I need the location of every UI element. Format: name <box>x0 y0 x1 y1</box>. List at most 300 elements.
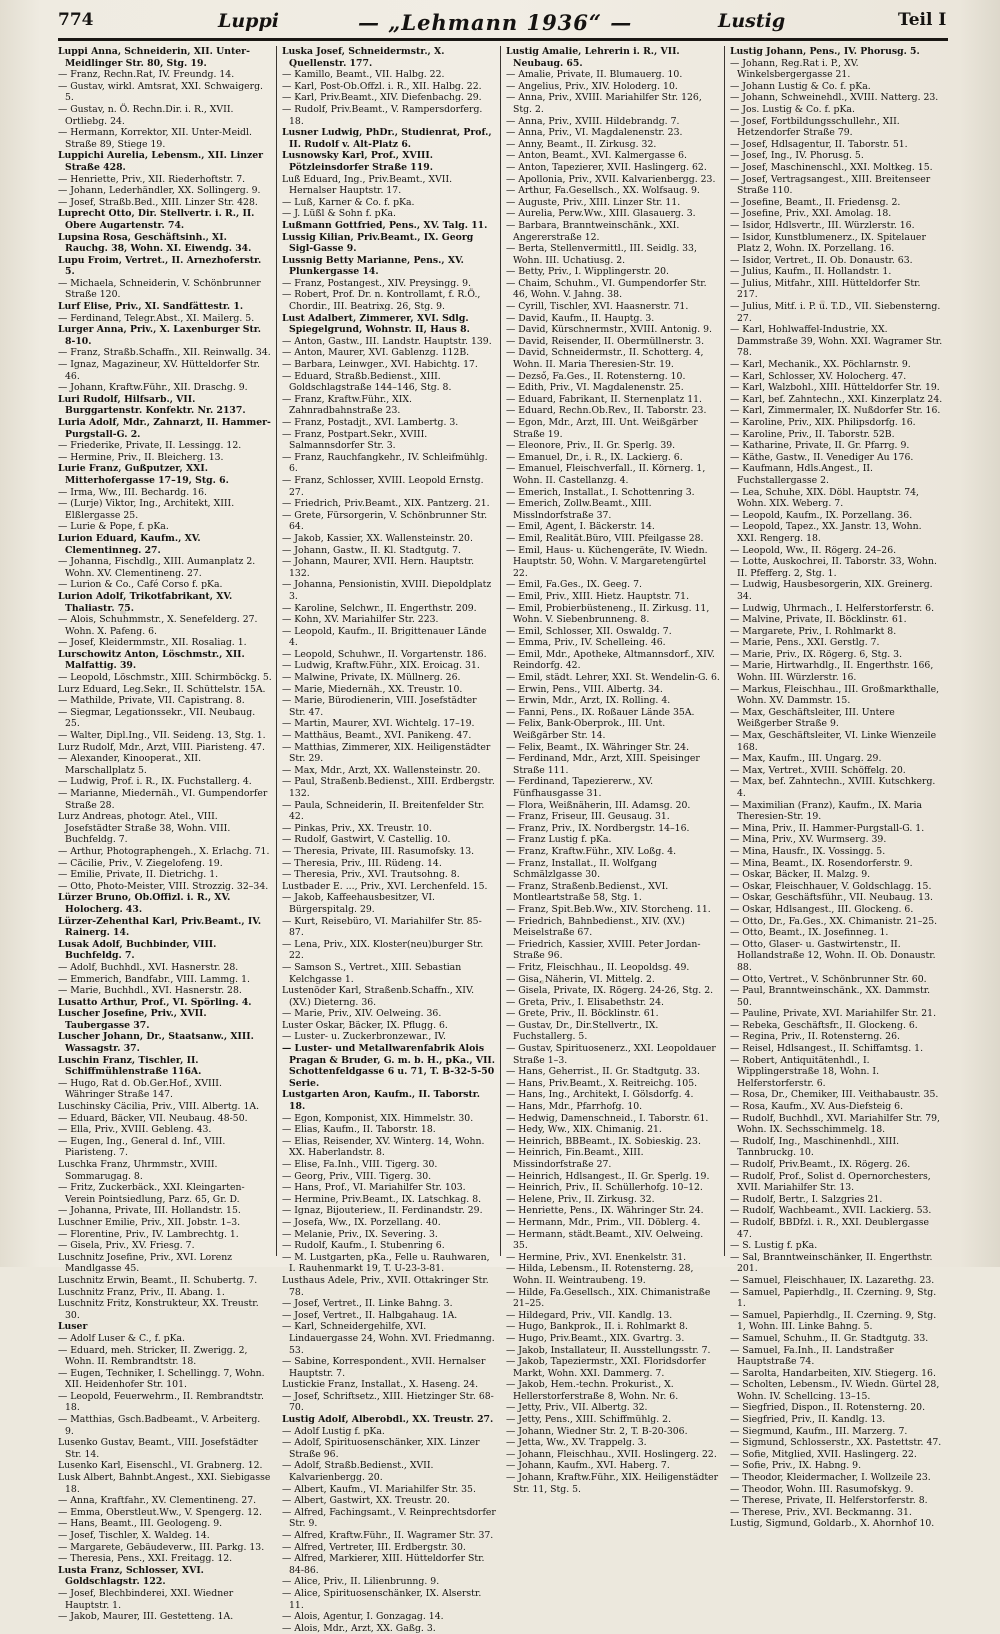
directory-entry: Luster Oskar, Bäcker, IX. Pflugg. 6. <box>282 1019 448 1031</box>
directory-surname-entry: Lurschowitz Anton, Löschmstr., XII. Malfattig. 39. <box>58 648 245 672</box>
column-4 <box>730 46 944 1530</box>
directory-entry: Luschner Emilie, Priv., XII. Jobstr. 1–3. <box>58 1216 241 1228</box>
directory-entry: — Pinkas, Priv., XX. Treustr. 10. <box>282 822 432 834</box>
directory-entry: — Max, Vertret., XVIII. Schöffelg. 20. <box>730 764 906 776</box>
directory-entry: — Samuel, Fleischhauer, IX. Lazarethg. 23. <box>730 1274 935 1286</box>
directory-entry: — Ignaz, Magazineur, XV. Hütteldorfer Str. 46. <box>58 359 260 382</box>
directory-surname-entry: Lustig Adolf, Alberobdl., XX. Treustr. 27. <box>282 1414 494 1426</box>
directory-entry: — Jakob, Hem.-techn. Prokurist., X. Hellerstorferstraße 8, Wohn. Nr. 6. <box>506 1379 679 1402</box>
directory-entry: — Robert, Antiquitätenhdl., I. Wipplingerstraße 18, Wohn. I. Helferstorferstr. 6. <box>730 1054 880 1089</box>
directory-surname-entry: Lürzer Bruno, Ob.Offizl. i. R., XV. Holocherg. 43. <box>58 892 231 915</box>
directory-entry: — Samuel, Papierhdlg., II. Czerning. 9, Stg. 1, Wohn. III. Linke Bahng. 5. <box>730 1309 937 1333</box>
directory-surname-entry: Lustig Amalie, Lehrerin i. R., VII. Neubaug. 65. <box>506 46 680 69</box>
directory-entry: — Rudolf, Priv.Beamt., IX. Rögerg. 26. <box>730 1159 911 1170</box>
directory-entry: — Johann, Lederhändler, XX. Sollingerg. 9. <box>58 185 261 197</box>
directory-entry: — Marianne, Miedernäh., VI. Gumpendorfer Straße 28. <box>58 788 268 811</box>
directory-surname-entry: Lussig Kilian, Priv.Beamt., IX. Georg Sigl-Gasse 9. <box>282 231 474 255</box>
directory-entry: — Paula, Schneiderin, II. Breitenfelder Str. 42. <box>282 799 485 823</box>
directory-entry: — Therese, Private, II. Helferstorferstr. 8. <box>730 1495 928 1507</box>
directory-entry: — Elias, Kaufm., II. Taborstr. 18. <box>282 1124 436 1136</box>
directory-entry: — Therese, Priv., XVI. Beckmanng. 31. <box>730 1506 912 1518</box>
directory-entry: — Alois, Agentur, I. Gonzagag. 14. <box>282 1611 444 1623</box>
directory-entry: — Anna, Kraftfahr., XV. Clementineng. 27. <box>58 1495 257 1507</box>
directory-entry: — Franz, Postadjt., XVI. Lambertg. 3. <box>282 417 459 428</box>
directory-entry: — Malwine, Private, IX. Müllnerg. 26. <box>282 672 461 684</box>
directory-surname-entry: Lusner Ludwig, PhDr., Studienrat, Prof., II. Rudolf v. Alt-Platz 6. <box>282 127 492 150</box>
directory-entry: — Franz, Postangest., XIV. Preysingg. 9. <box>282 277 471 289</box>
directory-entry: — Franz, Straßb.Schaffn., XII. Reinwallg. 34. <box>58 347 271 359</box>
directory-entry: — Theresia, Priv., III. Rüdeng. 14. <box>282 857 442 869</box>
directory-entry: — Johann, Fleischhau., XVII. Hoslingerg. 22. <box>506 1448 717 1460</box>
directory-entry: — Ferdinand, Tapeziererw., XV. Fünfhausgasse 31. <box>506 776 654 799</box>
directory-entry: Lurz Rudolf, Mdr., Arzt, VIII. Piaristeng. 47. <box>58 741 265 753</box>
directory-entry: — Hilde, Fa.Gesellsch., XIX. Chimanistraße 21–25. <box>506 1286 711 1310</box>
directory-entry: — Elise, Fa.Inh., VIII. Tigerg. 30. <box>282 1159 438 1170</box>
directory-entry: — Anton, Gastw., III. Landstr. Hauptstr. 139. <box>282 335 492 347</box>
paper-stain <box>820 300 825 304</box>
directory-entry: — Marie, Buchhdl., XVI. Hasnerstr. 28. <box>58 985 242 997</box>
directory-entry: — Käthe, Gastw., II. Venediger Au 176. <box>730 451 914 463</box>
directory-entry: — Alfred, Vertreter, III. Erdbergstr. 30. <box>282 1541 466 1553</box>
directory-entry: — Hermine, Priv.Beamt., IX. Latschkag. 8. <box>282 1193 482 1205</box>
directory-entry: — Gustav, wirkl. Amtsrat, XXI. Schwaigerg. 5. <box>58 80 263 104</box>
directory-entry: — Erwin, Pens., VIII. Albertg. 34. <box>506 683 663 695</box>
directory-entry: — Karl, Post-Ob.Offzl. i. R., XII. Halbg. 22. <box>282 80 482 92</box>
directory-entry: — Katharine, Private, II. Gr. Pfarrg. 9. <box>730 440 910 452</box>
column-3 <box>506 46 720 1495</box>
directory-entry: — Apollonia, Priv., XVII. Kalvarienbergg. 23. <box>506 173 716 185</box>
directory-entry: — Paul, Branntweinschänk., XX. Dammstr. 50. <box>730 985 931 1008</box>
directory-entry: — Hedy, Ww., XIX. Chimanig. 21. <box>506 1124 662 1136</box>
directory-entry: — Johann, Kraftw.Führ., XII. Draschg. 9. <box>58 382 248 394</box>
directory-entry: — Rebeka, Geschäftsfr., II. Glockeng. 6. <box>730 1019 918 1031</box>
directory-entry: — Josef, Straßb.Bed., XIII. Linzer Str. 428. <box>58 196 258 208</box>
directory-entry: — Josefine, Beamt., II. Friedensg. 2. <box>730 196 901 208</box>
header-right-catchword: Lustig <box>718 10 786 32</box>
directory-entry: — Sofie, Mitglied, XVII. Haslingerg. 22. <box>730 1448 917 1460</box>
directory-entry: — Josef, Fortbildungsschullehr., XII. Hetzendorfer Straße 79. <box>730 115 900 139</box>
directory-entry: — Sabine, Korrespondent., XVII. Hernalser Hauptstr. 7. <box>282 1356 486 1379</box>
directory-entry: — Emil, Probierbüsteneng., II. Zirkusg. 11, Wohn. V. Siebenbrunneng. 8. <box>506 602 710 626</box>
directory-entry: — Eleonore, Priv., II. Gr. Sperlg. 39. <box>506 440 676 452</box>
directory-entry: — Emanuel, Dr., i. R., IX. Lackierg. 6. <box>506 451 683 463</box>
header-left-catchword: Luppi <box>218 10 279 32</box>
directory-entry: — Samson S., Vertret., XIII. Sebastian Kelchgasse 1. <box>282 961 462 985</box>
directory-entry: Lurz Eduard, Leg.Sekr., II. Schüttelstr. 15A. <box>58 683 266 695</box>
directory-entry: — Theresia, Private, III. Rasumofsky. 13. <box>282 845 475 857</box>
directory-entry: — Henriette, Pens., IX. Währinger Str. 24. <box>506 1205 704 1217</box>
directory-entry: — Jakob, Maurer, III. Gestetteng. 1A. <box>58 1611 234 1623</box>
directory-entry: — Rudolf, Kaufm., I. Stubenring 6. <box>282 1240 445 1252</box>
directory-entry: — Samuel, Fa.Inh., II. Landstraßer Hauptstraße 74. <box>730 1344 894 1368</box>
directory-entry: — Marie, Hirtwarhdlg., II. Engerthstr. 166, Wohn. III. Würzlerstr. 16. <box>730 660 934 684</box>
directory-entry: — Franz, Priv., IX. Nordbergstr. 14–16. <box>506 822 690 834</box>
directory-entry: — Matthias, Gsch.Badbeamt., V. Arbeiterg. 9. <box>58 1414 261 1437</box>
directory-entry: Lusenko Karl, Eisenschl., VI. Grabnerg. 12. <box>58 1460 263 1472</box>
directory-entry: — Rudolf, Buchhdl., XVI. Mariahilfer Str. 79, Wohn. IX. Sechsschimmelg. 18. <box>730 1112 941 1136</box>
directory-entry: — Helene, Priv., II. Zirkusg. 32. <box>506 1193 655 1205</box>
directory-entry: — Gisa, Näherin, VI. Mittelg. 2. <box>506 973 655 985</box>
directory-entry: — Grete, Fürsorgerin, V. Schönbrunner Str. 64. <box>282 509 488 533</box>
directory-entry: Luß Eduard, Ing., Priv.Beamt., XVII. Hernalser Hauptstr. 17. <box>282 173 453 197</box>
directory-entry: — David, Reisender, II. Obermüllnerstr. 3. <box>506 335 705 347</box>
directory-entry: — Hans, Beamt., III. Geologeng. 9. <box>58 1518 223 1530</box>
directory-entry: — Karoline, Priv., XIX. Philipsdorfg. 16. <box>730 417 916 428</box>
directory-entry: — Karl, Mechanik., XX. Pöchlarnstr. 9. <box>730 359 911 371</box>
directory-entry: — Theodor, Kleidermacher, I. Wollzeile 23. <box>730 1472 931 1484</box>
directory-entry: — Siegmund, Kaufm., III. Marzerg. 7. <box>730 1425 908 1437</box>
directory-entry: — Julius, Kaufm., II. Hollandstr. 1. <box>730 266 892 278</box>
directory-entry: — Melanie, Priv., IX. Severing. 3. <box>282 1228 438 1240</box>
directory-entry: — Ludwig, Uhrmach., I. Helferstorferstr. 6. <box>730 602 935 614</box>
directory-entry: — Karl, Schneidergehilfe, XVI. Lindauergasse 24, Wohn. XVI. Friedmanng. 53. <box>282 1321 495 1356</box>
directory-entry: — Franz Lustig f. pKa. <box>506 834 612 846</box>
directory-entry: — Franz, Installat., II. Wolfgang Schmälzlgasse 30. <box>506 857 657 881</box>
directory-entry: — Ludwig, Kraftw.Führ., XIX. Eroicag. 31. <box>282 660 480 672</box>
directory-entry: — Fritz, Zuckerbäck., XXI. Kleingarten-Verein Pointsiedlung, Parz. 65, Gr. D. <box>58 1182 245 1205</box>
directory-entry: — Oskar, Bäcker, II. Malzg. 9. <box>730 869 871 881</box>
directory-entry: — Anna, Priv., XVIII. Hildebrandg. 7. <box>506 115 680 127</box>
directory-entry: — Scholten, Lebensm., IV. Wiedn. Gürtel 28, Wohn. IV. Schellcing. 13–15. <box>730 1379 940 1402</box>
directory-entry: — Josef, Schriftsetz., XIII. Hietzinger Str. 68-70. <box>282 1390 494 1414</box>
directory-surname-entry: Lupsina Rosa, Geschäftsinh., XI. Rauchg. 38, Wohn. XI. Eiwendg. 34. <box>58 231 252 255</box>
column-divider <box>500 46 501 1256</box>
directory-entry: — Franz, Kraftw.Führ., XIX. Zahnradbahnstraße 23. <box>282 393 412 417</box>
directory-entry: — Angelius, Priv., XIV. Holoderg. 10. <box>506 80 678 92</box>
directory-entry: — Alice, Priv., II. Lilienbrunng. 9. <box>282 1576 440 1588</box>
directory-entry: — Mathilde, Private, VII. Capistrang. 8. <box>58 695 245 707</box>
directory-surname-entry: Luser <box>58 1321 88 1333</box>
page-number: 774 <box>58 10 94 30</box>
directory-entry: — Eduard, Bäcker, VII. Neubaug. 48-50. <box>58 1112 248 1124</box>
directory-entry: Luschka Franz, Uhrmmstr., XVIII. Sommarugag. 8. <box>58 1159 218 1182</box>
directory-entry: — Emil, städt. Lehrer, XXI. St. Wendelin-G. 6. <box>506 672 720 684</box>
directory-entry: — Erwin, Mdr., Arzt, IX. Rolling. 4. <box>506 695 671 707</box>
directory-entry: — Anna, Priv., VI. Magdalenenstr. 23. <box>506 127 683 139</box>
directory-entry: — Gustav, n. Ö. Rechn.Dir. i. R., XVII. Ortliebg. 24. <box>58 103 234 127</box>
directory-entry: — Franz, Rechn.Rat, IV. Freundg. 14. <box>58 69 235 81</box>
directory-entry: — Karl, Schlosser, XV. Holocherg. 47. <box>730 370 907 382</box>
directory-entry: — Ferdinand, Telegr.Abst., XI. Mailerg. 5. <box>58 312 255 324</box>
directory-entry: — Hans, Ing., Architekt, I. Gölsdorfg. 4. <box>506 1089 694 1101</box>
directory-entry: — Emerich, Zollw.Beamt., XIII. Misslndorfstraße 37. <box>506 498 652 521</box>
directory-entry: — Leopold, Schuhwr., II. Vorgartenstr. 186. <box>282 648 487 660</box>
directory-entry: — Paul, Straßenb.Bedienst., XIII. Erdbergstr. 132. <box>282 776 495 799</box>
directory-entry: — Friedrich, Bahnbedienst., XIV. (XV.) Meiselstraße 67. <box>506 915 685 939</box>
directory-surname-entry: Luscher Johann, Dr., Staatsanw., XIII. Wassagstr. 37. <box>58 1031 254 1055</box>
directory-entry: — Lotte, Auskochrei, II. Taborstr. 33, Wohn. II. Pfefferg. 2, Stg. 1. <box>730 556 937 579</box>
directory-entry: Lustig, Sigmund, Goldarb., X. Ahornhof 10. <box>730 1518 935 1530</box>
directory-surname-entry: Lusta Franz, Schlosser, XVI. Goldschlagstr. 122. <box>58 1564 204 1588</box>
directory-surname-entry: Lustgarten Aron, Kaufm., II. Taborstr. 18. <box>282 1089 481 1113</box>
directory-entry: — Rosa, Kaufm., XV. Aus-Diefsteig 6. <box>730 1101 904 1113</box>
directory-entry: — Mina, Hausfr., IX. Vossingg. 5. <box>730 845 886 857</box>
directory-entry: — Alexander, Kinooperat., XII. Marschallplatz 5. <box>58 753 202 776</box>
directory-entry: — Rudolf, BBDfzl. i. R., XXI. Deublergasse 47. <box>730 1216 930 1240</box>
directory-entry: — Emil, Agent, I. Bäckerstr. 14. <box>506 521 655 533</box>
directory-surname-entry: Luschin Franz, Tischler, II. Schiffmühlenstraße 116A. <box>58 1054 202 1078</box>
directory-entry: — Alois, Mdr., Arzt, XX. Gaßg. 3. <box>282 1622 436 1634</box>
directory-entry: — Anton, Maurer, XVI. Gablenzg. 112B. <box>282 347 470 359</box>
directory-entry: — Emilie, Private, II. Dietrichg. 1. <box>58 869 219 881</box>
directory-entry: — Theresia, Priv., XVI. Trautsohng. 8. <box>282 869 460 881</box>
directory-entry: — Josef, Hdlsagentur, II. Taborstr. 51. <box>730 138 908 150</box>
directory-entry: — Josef, Blechbinderei, XXI. Wiedner Hauptstr. 1. <box>58 1587 234 1611</box>
directory-entry: — Josef, Vertragsangest., XIII. Breitenseer Straße 110. <box>730 173 931 197</box>
directory-entry: — Felix, Bank-Oberprok., III. Unt. Weißgärber Str. 14. <box>506 718 666 742</box>
directory-surname-entry: Luprecht Otto, Dir. Stellvertr. i. R., II. Obere Augartenstr. 74. <box>58 208 255 231</box>
directory-entry: — Matthäus, Beamt., XVI. Panikeng. 47. <box>282 730 472 742</box>
directory-entry: — Siegmar, Legationssekr., VII. Neubaug. 25. <box>58 706 256 730</box>
directory-entry: — Eduard, meh. Stricker, II. Zwerigg. 2, Wohn. II. Rembrandtstr. 18. <box>58 1344 248 1368</box>
directory-entry: — Alfred, Markierer, XIII. Hütteldorfer Str. 84-86. <box>282 1553 485 1576</box>
directory-entry: — Otto, Beamt., IX. Josefinneg. 1. <box>730 927 889 939</box>
directory-surname-entry: Lurion Eduard, Kaufm., XV. Clementinneg. 27. <box>58 532 201 556</box>
directory-entry: — Margarete, Gebäudeverw., III. Parkg. 13. <box>58 1541 265 1553</box>
directory-entry: — Elias, Reisender, XV. Winterg. 14, Wohn. XX. Haberlandstr. 8. <box>282 1135 485 1159</box>
directory-entry: — Franz, Rauchfangkehr., IV. Schleifmühlg. 6. <box>282 451 488 475</box>
directory-entry: — Hilda, Lebensm., II. Rotensterng. 28, Wohn. II. Weintraubeng. 19. <box>506 1263 694 1286</box>
column-1 <box>58 46 272 1623</box>
directory-entry: Luschnitz Fritz, Konstrukteur, XX. Treustr. 30. <box>58 1298 259 1321</box>
directory-entry: — Gisela, Private, IX. Rögerg. 24-26, Stg. 2. <box>506 985 714 997</box>
directory-entry: — Hans, Priv.Beamt., X. Reitreichg. 105. <box>506 1077 698 1089</box>
directory-entry: — Kamillo, Beamt., VII. Halbg. 22. <box>282 69 445 81</box>
directory-entry: — Fanni, Pens., IX. Roßauer Lände 35A. <box>506 706 695 718</box>
directory-entry: — Eugen, Ing., General d. Inf., VIII. Piaristeng. 7. <box>58 1135 226 1159</box>
directory-entry: — Arthur, Fa.Gesellsch., XX. Wolfsaug. 9. <box>506 185 700 197</box>
directory-entry: — Johann, Kaufm., XVI. Haberg. 7. <box>506 1460 670 1472</box>
directory-entry: — Oskar, Geschäftsführ., VII. Neubaug. 13. <box>730 892 933 904</box>
directory-entry: — Friedrich, Kassier, XVIII. Peter Jordan-Straße 96. <box>506 938 701 962</box>
directory-entry: — Sigmund, Schlosserstr., XX. Pastettstr. 47. <box>730 1437 942 1449</box>
directory-entry: — Julius, Mitfahr., XIII. Hütteldorfer Str. 217. <box>730 277 921 301</box>
directory-entry: — Franz, Spit.Beb.Ww., XIV. Storcheng. 11. <box>506 903 711 915</box>
directory-surname-entry: Lußmann Gottfried, Pens., XV. Talg. 11. <box>282 219 488 231</box>
directory-entry: — Jakob, Kassier, XX. Wallensteinstr. 20. <box>282 532 473 544</box>
directory-entry: — Martin, Maurer, XVI. Wichtelg. 17–19. <box>282 718 475 730</box>
directory-entry: — Leopold, Kaufm., II. Brigittenauer Lände 4. <box>282 625 487 649</box>
directory-entry: — Regina, Priv., II. Rotensterng. 26. <box>730 1031 900 1043</box>
directory-entry: — Franz, Straßenb.Bedienst., XVI. Montleartstraße 58, Stg. 1. <box>506 880 669 904</box>
directory-entry: — Egon, Komponist, XIX. Himmelstr. 30. <box>282 1112 474 1124</box>
directory-entry: — Ignaz, Bijouteriew., II. Ferdinandstr. 29. <box>282 1205 483 1217</box>
directory-entry: — David, Kaufm., II. Hauptg. 3. <box>506 312 655 324</box>
directory-entry: — Rudolf, Prof., Solist d. Opernorchesters, XVII. Mariahilfer Str. 13. <box>730 1170 931 1194</box>
directory-entry: Luschnitz Erwin, Beamt., II. Schubertg. 7. <box>58 1274 258 1286</box>
directory-entry: — Georg, Priv., VIII. Tigerg. 30. <box>282 1170 432 1182</box>
directory-entry: Lusthaus Adele, Priv., XVII. Ottakringer Str. 78. <box>282 1274 489 1298</box>
directory-entry: — Oskar, Hdlsangest., III. Glockeng. 6. <box>730 903 914 915</box>
directory-entry: — Julius, Mitf. i. P. u. T.D., VII. Siebensterng. 27. <box>730 301 941 324</box>
directory-entry: — Hermine, Priv., II. Bleicherg. 13. <box>58 451 224 463</box>
directory-surname-entry: Lussnig Betty Marianne, Pens., XV. Plunkergasse 14. <box>282 254 464 278</box>
directory-entry: — Gustav, Dr., Dir.Stellvertr., IX. Fuchstallerg. 5. <box>506 1019 659 1043</box>
directory-entry: — Lurie & Pope, f. pKa. <box>58 521 169 533</box>
directory-entry: — Rudolf, Priv.Beamt., V. Rampersdorferg. 18. <box>282 103 483 127</box>
directory-entry: — Barbara, Branntweinschänk., XXI. Angererstraße 12. <box>506 219 680 243</box>
directory-entry: — Hugo, Rat d. Ob.Ger.Hof., XVIII. Währinger Straße 147. <box>58 1077 222 1101</box>
directory-entry: Lustickie Franz, Installat., X. Haseng. 24. <box>282 1379 479 1391</box>
directory-entry: — Jakob, Installateur, II. Ausstellungsstr. 7. <box>506 1344 711 1356</box>
directory-entry: — Karl, bef. Zahntechn., XXI. Kinzerplatz 24. <box>730 393 943 405</box>
directory-entry: — Marie, Priv., XIV. Oelweing. 36. <box>282 1008 442 1020</box>
directory-entry: — Walter, Dipl.Ing., VII. Seideng. 13, Stg. 1. <box>58 730 266 742</box>
directory-entry: — Max, Geschäftsleiter, III. Untere Weißgerber Straße 9. <box>730 706 895 730</box>
directory-entry: — Florentine, Priv., IV. Lambrechtg. 1. <box>58 1228 239 1240</box>
directory-entry: — Alfred, Kraftw.Führ., II. Wagramer Str. 37. <box>282 1530 494 1541</box>
directory-entry: — Mina, Priv., II. Hammer-Purgstall-G. 1. <box>730 822 925 834</box>
directory-entry: — Johanna, Fischdlg., XIII. Aumanplatz 2. Wohn. XV. Clementineng. 27. <box>58 556 256 579</box>
directory-entry: — Karl, Priv.Beamt., XIV. Diefenbachg. 29. <box>282 92 482 104</box>
directory-entry: — Josefa, Ww., IX. Porzellang. 40. <box>282 1216 441 1228</box>
directory-entry: — Leopold, Löschmstr., XIII. Schirmböckg. 5. <box>58 672 272 684</box>
directory-entry: — Rosa, Dr., Chemiker, III. Veithabaustr. 35. <box>730 1089 939 1101</box>
directory-entry: — Flora, Weißnäherin, III. Adamsg. 20. <box>506 799 691 811</box>
directory-entry: — Isidor, Vertret., II. Ob. Donaustr. 63. <box>730 254 913 266</box>
directory-entry: — Eduard, Rechn.Ob.Rev., II. Taborstr. 23. <box>506 405 707 417</box>
directory-entry: — Friederike, Private, II. Lessingg. 12. <box>58 440 242 452</box>
directory-entry: Lusk Albert, Bahnbt.Angest., XXI. Siebigasse 18. <box>58 1472 271 1495</box>
directory-entry: — Anny, Beamt., II. Zirkusg. 32. <box>506 138 657 150</box>
directory-entry: — Alfred, Fachingsamt., V. Reinprechtsdorfer Str. 9. <box>282 1506 496 1530</box>
directory-entry: — Irma, Ww., III. Bechardg. 16. <box>58 486 207 498</box>
directory-entry: — Pauline, Private, XVI. Mariahilfer Str. 21. <box>730 1008 937 1020</box>
directory-entry: — Robert, Prof. Dr. n. Kontrollamt, f. R.Ö., Chordir., III. Beatrixg. 26, Stg. 9. <box>282 289 481 313</box>
directory-entry: — Friedrich, Priv.Beamt., XIX. Pantzerg. 21. <box>282 498 490 510</box>
directory-entry: — Matthias, Zimmerer, XIX. Heiligenstädter Str. 29. <box>282 741 491 765</box>
directory-entry: — Franz, Schlosser, XVIII. Leopold Ernstg. 27. <box>282 474 484 498</box>
directory-entry: — Adolf, Buchhdl., XVI. Hasnerstr. 28. <box>58 961 239 973</box>
directory-entry: — Emil, Haus- u. Küchengeräte, IV. Wiedn. Hauptstr. 50, Wohn. V. Margaretengürtel 22. <box>506 544 708 579</box>
directory-entry: — Heinrich, BBBeamt., IX. Sobieskig. 23. <box>506 1135 701 1147</box>
directory-entry: — Emil, Mdr., Apotheke, Altmannsdorf., XIV. Reindorfg. 42. <box>506 648 715 672</box>
directory-entry: — Theresia, Pens., XXI. Freitagg. 12. <box>58 1553 233 1565</box>
directory-entry: — Johann, Kraftw.Führ., XIX. Heiligenstädter Str. 11, Stg. 5. <box>506 1472 719 1495</box>
directory-entry: — Josef, Tischler, X. Waldeg. 14. <box>58 1530 210 1541</box>
directory-entry: — Emil, Fa.Ges., IX. Geeg. 7. <box>506 579 642 591</box>
directory-surname-entry: Luscher Josefine, Priv., XVII. Taubergasse 37. <box>58 1008 207 1031</box>
directory-entry: — Otto, Photo-Meister, VIII. Strozzig. 32–34. <box>58 880 269 892</box>
directory-entry: — Johanna, Pensionistin, XVIII. Diepoldplatz 3. <box>282 579 492 602</box>
directory-entry: — Barbara, Leinwger., XVI. Habichtg. 17. <box>282 359 478 371</box>
header-part-label: Teil I <box>898 10 947 30</box>
directory-entry: Lurz Andreas, photogr. Atel., VIII. Josefstädter Straße 38, Wohn. VIII. Buchfeldg. 7. <box>58 811 231 846</box>
directory-entry: — Heinrich, Hdlsangest., II. Gr. Sperlg. 19. <box>506 1170 710 1182</box>
directory-entry: — Betty, Priv., I. Wipplingerstr. 20. <box>506 266 669 278</box>
directory-entry: — Cyrill, Tischler, XVI. Haasnerstr. 71. <box>506 301 689 313</box>
directory-entry: — Karoline, Priv., II. Taborstr. 52B. <box>730 428 895 440</box>
directory-entry: — Otto, Dr., Fa.Ges., XX. Chimanistr. 21–25. <box>730 915 938 927</box>
paper-stain <box>540 980 544 984</box>
directory-surname-entry: Luri Rudolf, Hilfsarb., VII. Burggartenstr. Konfektr. Nr. 2137. <box>58 393 246 417</box>
directory-surname-entry: Lusak Adolf, Buchbinder, VIII. Buchfeldg. 7. <box>58 938 217 962</box>
directory-entry: — Mina, Beamt., IX. Rosendorferstr. 9. <box>730 857 913 869</box>
directory-entry: — Johanna, Private, III. Hollandstr. 15. <box>58 1205 241 1217</box>
directory-entry: — Marie, Miedernäh., XX. Treustr. 10. <box>282 683 463 695</box>
directory-entry: — Josef, Kleidermmstr., XII. Rosaliag. 1. <box>58 637 247 649</box>
directory-entry: Lusenko Gustav, Beamt., VIII. Josefstädter Str. 14. <box>58 1437 258 1460</box>
directory-surname-entry: Lürzer-Zehenthal Karl, Priv.Beamt., IV. Rainerg. 14. <box>58 915 262 939</box>
directory-surname-entry: Lust Adalbert, Zimmerer, XVI. Sdlg. Spiegelgrund, Wohnstr. II, Haus 8. <box>282 312 470 336</box>
directory-entry: — Ludwig, Prof. i. R., IX. Fuchstallerg. 4. <box>58 776 252 788</box>
directory-entry: — Isidor, Kunstblumenerz., IX. Spitelauer Platz 2, Wohn. IX. Porzellang. 16. <box>730 231 926 255</box>
directory-entry: — Marie, Priv., IX. Rögerg. 6, Stg. 3. <box>730 648 903 660</box>
directory-entry: — Siegfried, Dispon., II. Rotensterng. 20. <box>730 1402 926 1414</box>
directory-entry: — Mina, Priv., XV. Wurmserg. 39. <box>730 834 887 846</box>
directory-entry: — Alois, Schuhmmstr., X. Senefelderg. 27. Wohn. X. Pafeng. 6. <box>58 614 258 637</box>
directory-entry: — Hans, Geherrist., II. Gr. Stadtgutg. 33. <box>506 1066 700 1078</box>
directory-entry: — Sofie, Priv., IX. Habng. 9. <box>730 1460 862 1472</box>
directory-entry: — Hugo, Priv.Beamt., XIX. Gvartrg. 3. <box>506 1332 685 1344</box>
directory-surname-entry: Lurie Franz, Gußputzer, XXI. Mitterhofergasse 17–19, Stg. 6. <box>58 463 229 486</box>
directory-entry: — Henriette, Priv., XII. Riederhoftstr. 7. <box>58 173 246 185</box>
directory-entry: — Albert, Gastwirt, XX. Treustr. 20. <box>282 1495 450 1507</box>
directory-entry: — Otto, Vertret., V. Schönbrunner Str. 60. <box>730 973 927 985</box>
directory-surname-entry: Luppichi Aurelia, Lebensm., XII. Linzer Straße 428. <box>58 150 264 173</box>
directory-entry: — Arthur, Photographengeh., X. Erlachg. 71. <box>58 845 270 857</box>
directory-entry: — Lurion & Co., Café Corso f. pKa. <box>58 579 223 591</box>
directory-entry: — Jakob, Tapeziermstr., XXI. Floridsdorfer Markt, Wohn. XXI. Dammerg. 7. <box>506 1356 706 1379</box>
directory-entry: — M. Lustgarten, pKa., Felle u. Rauhwaren, I. Rauhenmarkt 19, T. U-23-3-81. <box>282 1251 490 1275</box>
directory-entry: — Eugen, Techniker, I. Schellingg. 7, Wohn. XII. Heidenhofer Str. 101. <box>58 1367 265 1391</box>
directory-entry: — Emil, Priv., XIII. Hietz. Hauptstr. 71. <box>506 590 690 602</box>
directory-entry: — Johann, Schweinehdl., XVIII. Natterg. 23. <box>730 92 939 104</box>
directory-entry: — Lena, Priv., XIX. Kloster(neu)burger Str. 22. <box>282 938 484 962</box>
directory-entry: — Rudolf, Bertr., I. Salzgries 21. <box>730 1193 883 1205</box>
directory-entry: — Egon, Mdr., Arzt, III. Unt. Weißgärber Straße 19. <box>506 417 698 440</box>
directory-surname-entry: Lupu Froim, Vertret., II. Arnezhoferstr. 5. <box>58 254 262 278</box>
page-header <box>58 6 958 36</box>
directory-entry: — Isidor, Hdlsvertr., III. Würzlerstr. 16. <box>730 219 915 231</box>
directory-entry: — Emma, Priv., IV. Schelleing. 46. <box>506 637 666 649</box>
directory-entry: — Gustav, Spirituosenerz., XXI. Leopoldauer Straße 1–3. <box>506 1043 716 1066</box>
directory-entry: — Ludwig, Hausbesorgerin, XIX. Greinerg. 34. <box>730 579 933 602</box>
directory-entry: — Leopold, Feuerwehrm., II. Rembrandtstr. 18. <box>58 1390 264 1414</box>
directory-entry: — Berta, Stellenvermittl., III. Seidlg. 33, Wohn. III. Uchatiusg. 2. <box>506 243 697 266</box>
directory-entry: — Emil, Schlosser, XII. Oswaldg. 7. <box>506 625 672 637</box>
directory-entry: — Jakob, Kaffeehausbesitzer, VI. Bürgerspitalg. 29. <box>282 892 436 915</box>
directory-entry: — David, Kürschnermstr., XVIII. Antonig. 9. <box>506 324 713 336</box>
directory-entry: — Josef, Vertret., II. Halbgahaug. 1A. <box>282 1309 458 1321</box>
directory-entry: — Franz, Kraftw.Führ., XIV. Loßg. 4. <box>506 845 677 857</box>
directory-entry: — Greta, Priv., I. Elisabethstr. 24. <box>506 996 664 1008</box>
directory-entry: — Hermine, Priv., XVI. Enenkelstr. 31. <box>506 1251 687 1263</box>
directory-entry: — Rudolf, Gastwirt, V. Castellig. 10. <box>282 834 451 846</box>
paper-stain <box>120 610 126 615</box>
directory-entry: — Felix, Beamt., IX. Währinger Str. 24. <box>506 741 690 753</box>
directory-entry: — Reisel, Hdlsangest., II. Schiffamtsg. 1. <box>730 1043 924 1055</box>
directory-surname-entry: — Luster- und Metallwarenfabrik Alois Pragan & Bruder, G. m. b. H., pKa., VII. Schottenfeldgasse 6 u. 71, T. B-32-5-50 Serie. <box>282 1043 496 1089</box>
directory-entry: — Leopold, Ww., II. Rögerg. 24–26. <box>730 544 897 556</box>
directory-entry: — Josefine, Priv., XXI. Amolag. 18. <box>730 208 892 220</box>
directory-entry: — Max, Mdr., Arzt, XX. Wallensteinstr. 20. <box>282 764 481 776</box>
directory-entry: — Jos. Lustig & Co. f. pKa. <box>730 103 855 115</box>
directory-entry: — (Lurje) Viktor, Ing., Architekt, XIII. Elßlergasse 25. <box>58 498 235 521</box>
directory-entry: — Karl, Walzbohl., XIII. Hütteldorfer Str. 19. <box>730 382 940 394</box>
directory-entry: — Luß, Karner & Co. f. pKa. <box>282 196 415 208</box>
directory-surname-entry: Luska Josef, Schneidermstr., X. Quellenstr. 177. <box>282 46 445 69</box>
directory-entry: — Hermann, städt.Beamt., XIV. Oelweing. 35. <box>506 1228 704 1252</box>
directory-surname-entry: Luria Adolf, Mdr., Zahnarzt, II. Hammer-Purgstall-G. 2. <box>58 417 271 440</box>
directory-entry: — Markus, Fleischhau., III. Großmarkthalle, Wohn. XV. Dammstr. 15. <box>730 683 940 707</box>
directory-entry: — Johann, Maurer, XVII. Hern. Hauptstr. 132. <box>282 556 475 579</box>
directory-entry: — Dezső, Fa.Ges., II. Rotensterng. 10. <box>506 370 686 382</box>
directory-surname-entry: Lurf Elise, Priv., XI. Sandfättestr. 1. <box>58 301 244 313</box>
directory-entry: — Edith, Priv., VI. Magdalenenstr. 25. <box>506 382 684 394</box>
directory-entry: — Auguste, Priv., XIII. Linzer Str. 11. <box>506 196 681 208</box>
directory-entry: — Albert, Kaufm., VI. Mariahilfer Str. 35. <box>282 1483 476 1495</box>
